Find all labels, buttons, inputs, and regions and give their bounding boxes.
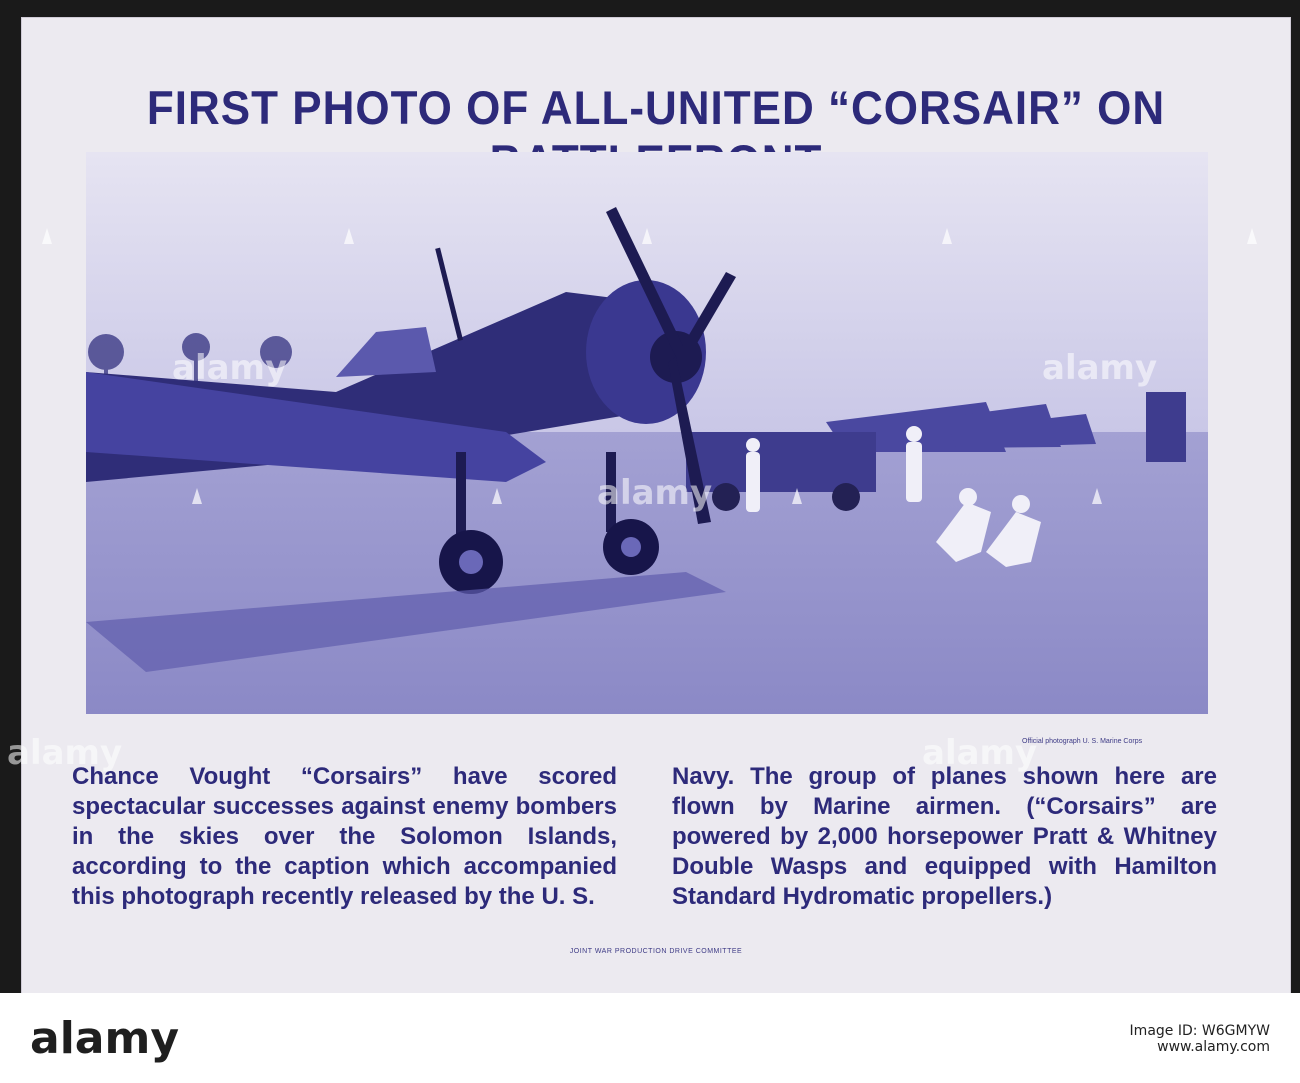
watermark-text: alamy: [922, 733, 1038, 773]
watermark-text: alamy: [7, 733, 123, 773]
watermark-text: alamy: [597, 473, 713, 513]
watermark-pin-icon: [1247, 228, 1257, 244]
alamy-logo: alamy: [30, 1013, 179, 1064]
photo-credit: Official photograph U. S. Marine Corps: [1022, 738, 1143, 745]
watermark-pin-icon: [42, 228, 52, 244]
image-id: Image ID: W6GMYW: [1129, 1023, 1270, 1039]
stock-footer: [0, 993, 1300, 1083]
watermark-text: alamy: [1042, 348, 1158, 388]
poster: [7, 18, 1290, 993]
footer-image-info: [1130, 1023, 1270, 1055]
watermark-text: alamy: [172, 348, 288, 388]
body-text-left: Chance Vought “Corsairs” have scored spectacular successes against enemy bombers in the skies over the Solomon Islands, according to the caption which accompanied this photograph recently released by the U. S.: [72, 763, 617, 910]
body-text-right: Navy. The group of planes shown here are flown by Marine airmen. (“Corsairs” are powered by 2,000 horsepower Pratt & Whitney Double Wasps and equipped with Hamilton Standard Hydromatic propellers.): [672, 763, 1217, 910]
site-url[interactable]: www.alamy.com: [1157, 1039, 1270, 1055]
poster-headline: FIRST PHOTO OF ALL-UNITED “CORSAIR” ON: [146, 82, 1166, 135]
committee-credit: JOINT WAR PRODUCTION DRIVE COMMITTEE: [569, 948, 743, 955]
